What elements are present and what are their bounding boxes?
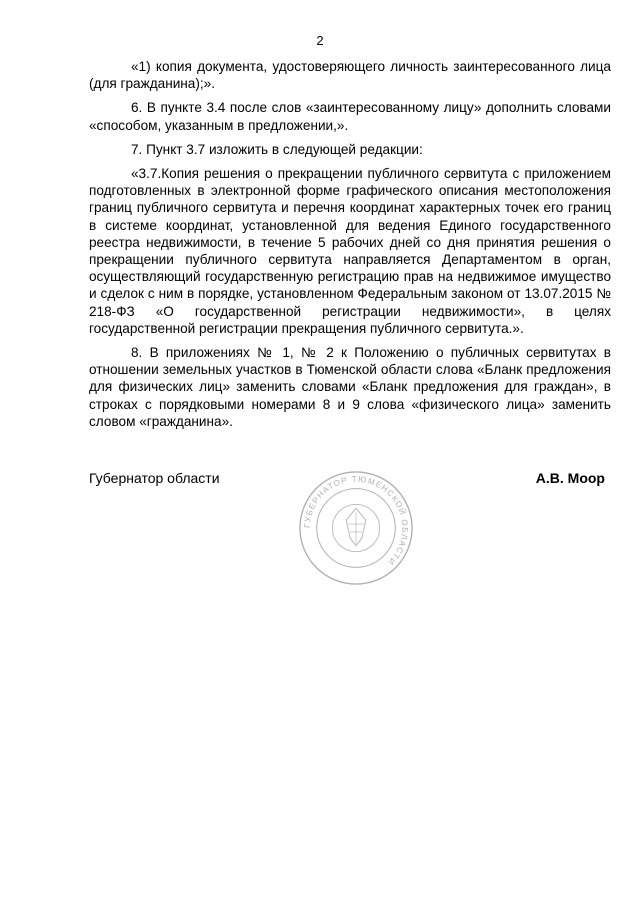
signatory-position: Губернатор области	[89, 470, 220, 486]
seal-ring-text-path: ГУБЕРНАТОР ТЮМЕНСКОЙ ОБЛАСТИ	[302, 474, 410, 568]
paragraph-item-6: 6. В пункте 3.4 после слов «заинтересованному лицу» дополнить словами «способом, указанным в предложении,».	[89, 100, 611, 133]
document-body	[89, 58, 611, 437]
page-number: 2	[316, 33, 324, 48]
paragraph-item-7: 7. Пункт 3.7 изложить в следующей редакции:	[131, 141, 423, 157]
official-seal	[297, 469, 415, 587]
signatory-name: А.В. Моор	[535, 470, 605, 486]
paragraph-item-1: «1) копия документа, удостоверяющего личность заинтересованного лица (для гражданина);».	[89, 59, 611, 92]
seal-graphic	[300, 472, 412, 584]
paragraph-item-8: 8. В приложениях № 1, № 2 к Положению о публичных сервитутах в отношении земельных участков в Тюменской области слова «Бланк предложения для физических лиц» заменить словами «Бланк предложения для граждан», в строках с порядковыми номерами 8 и 9 слова «физического лица» заменить словом «гражданина».	[89, 345, 611, 429]
paragraph-item-3-7: «3.7.Копия решения о прекращении публичного сервитута с приложением подготовленных в электронной форме графического описания местоположения границ публичного сервитута и перечня координат характерных точек его границ в системе координат, установленной для ведения Единого государственного реестра недвижимости, в течение 5 рабочих дней со дня принятия решения о прекращении публичного сервитута направляется Департаментом в орган, осуществляющий государственную регистрацию прав на недвижимое имущество и сделок с ним в порядке, установленном Федеральным законом от 13.07.2015 № 218-ФЗ «О государственной регистрации недвижимости», в целях государственной регистрации прекращения публичного сервитута.».	[89, 166, 611, 336]
